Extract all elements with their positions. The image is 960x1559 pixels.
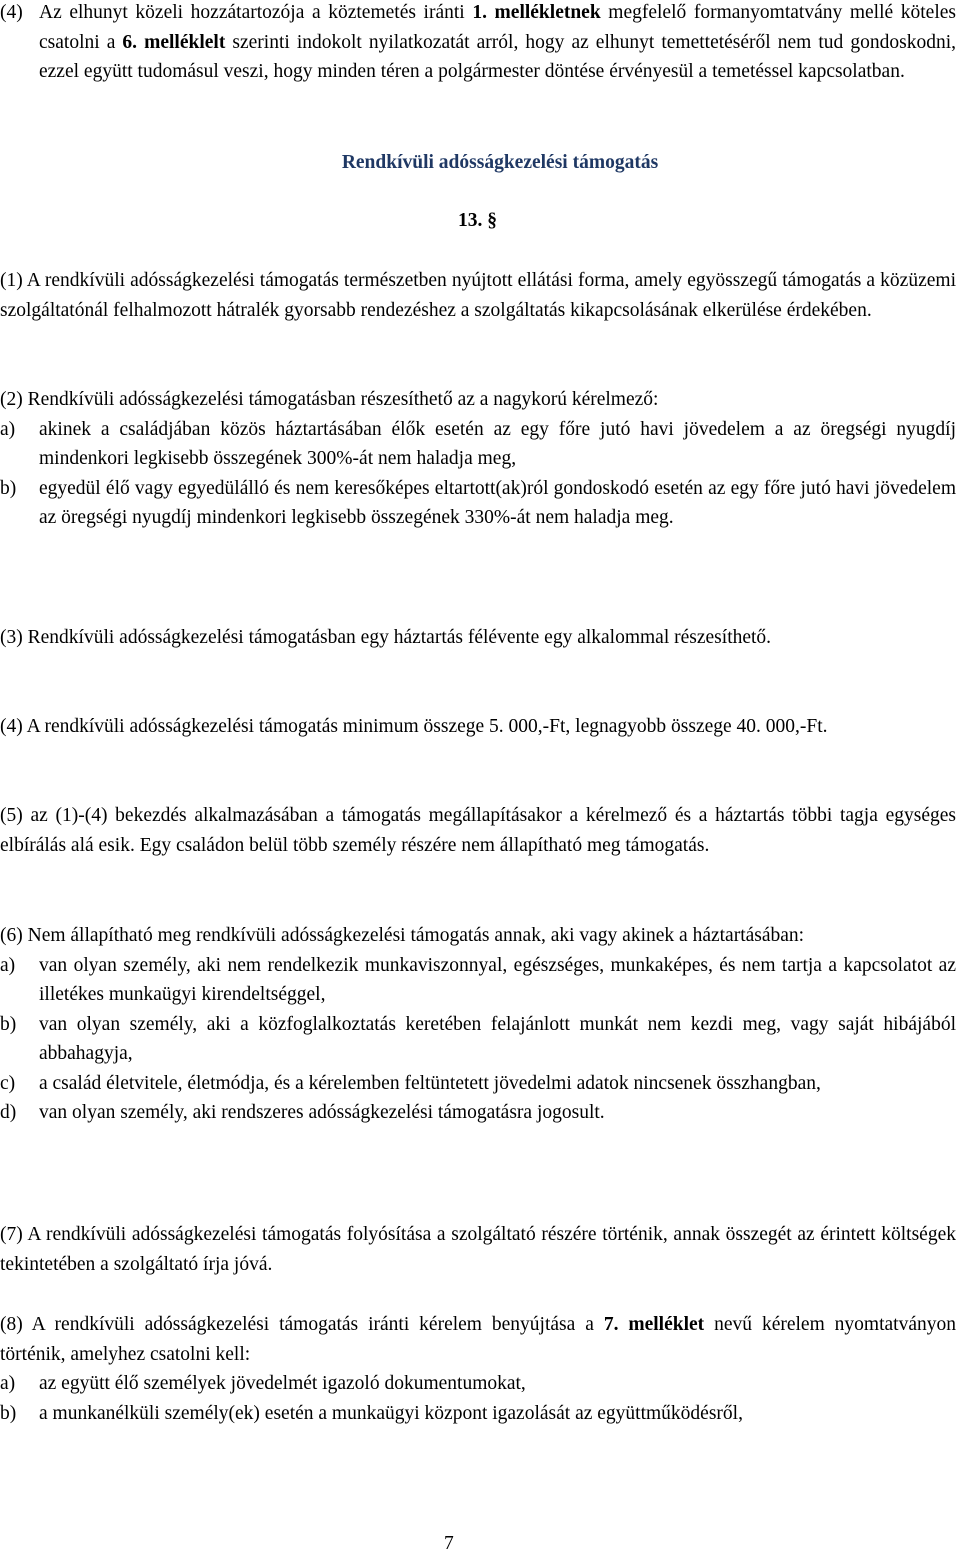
list-item-text: a munkanélküli személy(ek) esetén a munkaügyi központ igazolását az együttműködésről, (39, 1402, 743, 1424)
list-item (0, 951, 956, 1010)
paragraph-number: (5) (0, 805, 23, 826)
paragraph-text: A rendkívüli adósságkezelési támogatás természetben nyújtott ellátási forma, amely egyösszegű támogatás a közüzemi szolgáltatónál felhalmozott hátralék gyorsabb rendezéshez a szolgáltatás kikapcsolásának elkerülése érdekében. (0, 270, 956, 321)
paragraph-2 (0, 385, 956, 533)
paragraph-text: A rendkívüli adósságkezelési támogatás folyósítása a szolgáltató részére történik, annak összegét az érintett költségek tekintetében a szolgáltató írja jóvá. (0, 1224, 956, 1275)
page-number: 7 (444, 1533, 454, 1554)
list-item (0, 1369, 956, 1399)
paragraph-lead (0, 921, 956, 951)
list-item-label: b) (0, 477, 17, 499)
paragraph-number: (6) (0, 925, 23, 946)
list-item-text: van olyan személy, aki nem rendelkezik munkaviszonnyal, egészséges, munkaképes, és nem tartja a kapcsolatot az illetékes munkaügyi kirendeltséggel, (39, 954, 956, 1005)
paragraph-7 (0, 1220, 956, 1279)
list-item-label: a) (0, 954, 16, 976)
paragraph-number: (4) (0, 2, 23, 23)
paragraph-4 (0, 712, 956, 742)
paragraph-text: az (1)-(4) bekezdés alkalmazásában a támogatás megállapításakor a kérelmező és a háztartás többi tagja egységes elbírálás alá esik. Egy családon belül több személy részére nem állapítható meg támogatás. (0, 805, 956, 856)
paragraph-text: Rendkívüli adósságkezelési támogatásban részesíthető az a nagykorú kérelmező: (27, 389, 659, 410)
paragraph-6 (0, 921, 956, 1128)
list-item (0, 1399, 956, 1429)
paragraph-number: (1) (0, 270, 23, 291)
paragraph-lead (0, 385, 956, 415)
paragraph-text: Az elhunyt közeli hozzátartozója a köztemetés iránti 1. mellékletnek megfelelő formanyomtatvány mellé köteles csatolni a 6. melléklelt szerinti indokolt nyilatkozatát arról, hogy az elhunyt temettetéséről nem tud gondoskodni, ezzel együtt tudomásul veszi, hogy minden téren a polgármester döntése érvényesül a temetéssel kapcsolatban. (39, 2, 956, 82)
list-item (0, 1069, 956, 1099)
annex-reference: 7. melléklet (603, 1314, 705, 1335)
list-item-label: a) (0, 1373, 16, 1394)
list-item-label: c) (0, 1072, 16, 1094)
list-item-text: akinek a családjában közös háztartásában élők esetén az egy főre jutó havi jövedelem a az öregségi nyugdíj mindenkori legkisebb összegének 300%-át nem haladja meg, (39, 418, 956, 469)
list-item-text: az együtt élő személyek jövedelmét igazoló dokumentumokat, (39, 1373, 526, 1394)
paragraph-number: (8) (0, 1314, 23, 1335)
list-item (0, 474, 956, 533)
paragraph-8 (0, 1310, 956, 1428)
paragraph-lead: (8) A rendkívüli adósságkezelési támogatás iránti kérelem benyújtása a 7. melléklet nevű kérelem nyomtatványon történik, amelyhez csatolni kell: (0, 1314, 956, 1365)
list-item (0, 415, 956, 474)
list-item (0, 1098, 956, 1128)
list-item-label: d) (0, 1102, 17, 1123)
paragraph-text: Nem állapítható meg rendkívüli adósságkezelési támogatás annak, aki vagy akinek a háztartásában: (27, 925, 805, 946)
list-item-text: van olyan személy, aki rendszeres adósságkezelési támogatásra jogosult. (39, 1102, 605, 1123)
list-item-text: egyedül élő vagy egyedülálló és nem keresőképes eltartott(ak)ról gondoskodó esetén az egy főre jutó havi jövedelem az öregségi nyugdíj mindenkori legkisebb összegének 330%-át nem haladja meg. (39, 477, 956, 528)
paragraph-number: (7) (0, 1224, 23, 1245)
list-item-label: b) (0, 1402, 17, 1424)
paragraph-4-carryover (0, 0, 956, 87)
paragraph-3 (0, 623, 956, 653)
paragraph-number: (4) (0, 716, 23, 737)
paragraph-text: Rendkívüli adósságkezelési támogatásban egy háztartás félévente egy alkalommal részesíthető. (27, 627, 772, 648)
paragraph-number: (2) (0, 389, 23, 410)
list-item-text: van olyan személy, aki a közfoglalkoztatás keretében felajánlott munkát nem kezdi meg, vagy saját hibájából abbahagyja, (39, 1013, 956, 1064)
list-item-text: a család életvitele, életmódja, és a kérelemben feltüntetett jövedelmi adatok nincsenek összhangban, (39, 1072, 821, 1094)
paragraph-1 (0, 266, 956, 325)
paragraph-number: (3) (0, 627, 23, 648)
paragraph-text: A rendkívüli adósságkezelési támogatás minimum összege 5. 000,-Ft, legnagyobb összege 40. 000,-Ft. (26, 716, 828, 737)
list-item-label: b) (0, 1013, 17, 1035)
list-item (0, 1010, 956, 1069)
list-item-label: a) (0, 418, 16, 440)
section-heading: Rendkívüli adósságkezelési támogatás (341, 152, 659, 173)
paragraph-5 (0, 801, 956, 860)
section-number: 13. § (458, 210, 497, 231)
